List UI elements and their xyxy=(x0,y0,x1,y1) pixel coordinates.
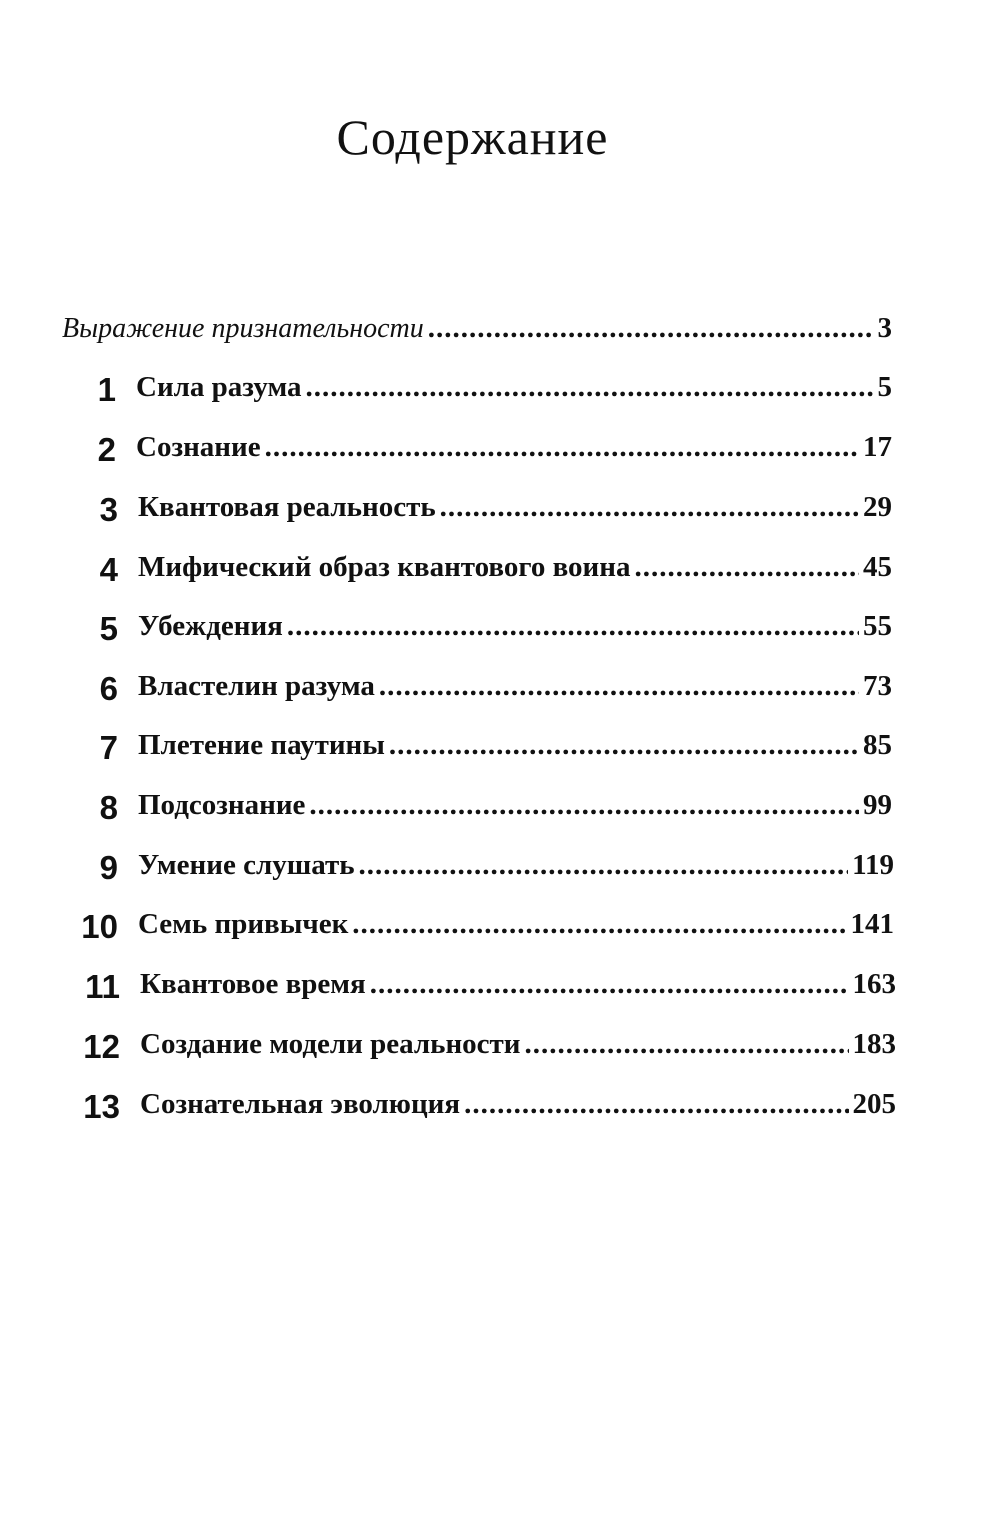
toc-row[interactable] xyxy=(83,1088,896,1132)
dot-leader xyxy=(359,849,849,882)
toc-page-number: 205 xyxy=(852,1088,896,1120)
chapter-number: 13 xyxy=(83,1088,120,1125)
toc-page-number: 163 xyxy=(852,968,896,1000)
toc-row[interactable] xyxy=(99,491,892,535)
chapter-number: 9 xyxy=(99,849,118,886)
toc-label: Мифический образ квантового воина xyxy=(138,551,631,583)
chapter-number: 2 xyxy=(97,431,116,468)
toc-row[interactable] xyxy=(97,431,892,475)
dot-leader xyxy=(306,371,874,404)
toc-label: Подсознание xyxy=(138,789,306,821)
chapter-number: 5 xyxy=(99,610,118,647)
toc-page-number: 5 xyxy=(877,371,892,403)
toc-row[interactable] xyxy=(99,729,892,773)
dot-leader xyxy=(634,551,859,584)
toc-row[interactable] xyxy=(99,551,892,595)
toc-label: Сознание xyxy=(136,431,261,463)
toc-label: Выражение признательности xyxy=(62,313,424,344)
toc-row[interactable] xyxy=(99,789,892,833)
toc-page-number: 73 xyxy=(863,670,892,702)
dot-leader xyxy=(379,670,859,703)
dot-leader xyxy=(440,491,859,524)
toc-row[interactable] xyxy=(81,908,894,952)
dot-leader xyxy=(287,610,859,643)
page-title: Содержание xyxy=(336,109,609,165)
chapter-number: 1 xyxy=(97,371,116,408)
dot-leader xyxy=(370,968,849,1001)
toc-label: Квантовая реальность xyxy=(138,491,436,523)
toc-label: Убеждения xyxy=(138,610,283,642)
toc-page-number: 141 xyxy=(850,908,894,940)
toc-row[interactable] xyxy=(99,670,892,714)
chapter-number: 6 xyxy=(99,670,118,707)
chapter-number: 7 xyxy=(99,729,118,766)
toc-page-number: 119 xyxy=(852,849,894,881)
dot-leader xyxy=(352,908,846,941)
toc-page-number: 99 xyxy=(863,789,892,821)
toc-row-preface[interactable] xyxy=(62,312,892,356)
chapter-number: 10 xyxy=(81,908,118,945)
toc-label: Сила разума xyxy=(136,371,302,403)
chapter-number: 4 xyxy=(99,551,118,588)
toc-row[interactable] xyxy=(99,849,894,893)
chapter-number: 12 xyxy=(83,1028,120,1065)
toc-page-number: 45 xyxy=(863,551,892,583)
dot-leader xyxy=(428,312,874,345)
toc-page-number: 85 xyxy=(863,729,892,761)
toc-row[interactable] xyxy=(97,371,892,415)
chapter-number: 3 xyxy=(99,491,118,528)
toc-page-number: 29 xyxy=(863,491,892,523)
dot-leader xyxy=(389,729,859,762)
toc-label: Создание модели реальности xyxy=(140,1028,521,1060)
toc-label: Плетение паутины xyxy=(138,729,385,761)
toc-page-number: 3 xyxy=(877,312,892,344)
toc-page-number: 17 xyxy=(863,431,892,463)
dot-leader xyxy=(265,431,859,464)
chapter-number: 8 xyxy=(99,789,118,826)
toc-label: Умение слушать xyxy=(138,849,355,881)
toc-row[interactable] xyxy=(83,1028,896,1072)
toc-page-number: 183 xyxy=(852,1028,896,1060)
toc-label: Квантовое время xyxy=(140,968,366,1000)
toc-page-number: 55 xyxy=(863,610,892,642)
toc-label: Сознательная эволюция xyxy=(140,1088,461,1120)
toc-row[interactable] xyxy=(85,968,896,1012)
dot-leader xyxy=(524,1028,848,1061)
dot-leader xyxy=(464,1088,848,1121)
toc-label: Властелин разума xyxy=(138,670,375,702)
toc-row[interactable] xyxy=(99,610,892,654)
toc-label: Семь привычек xyxy=(138,908,349,940)
chapter-number: 11 xyxy=(85,968,120,1005)
dot-leader xyxy=(309,789,859,822)
